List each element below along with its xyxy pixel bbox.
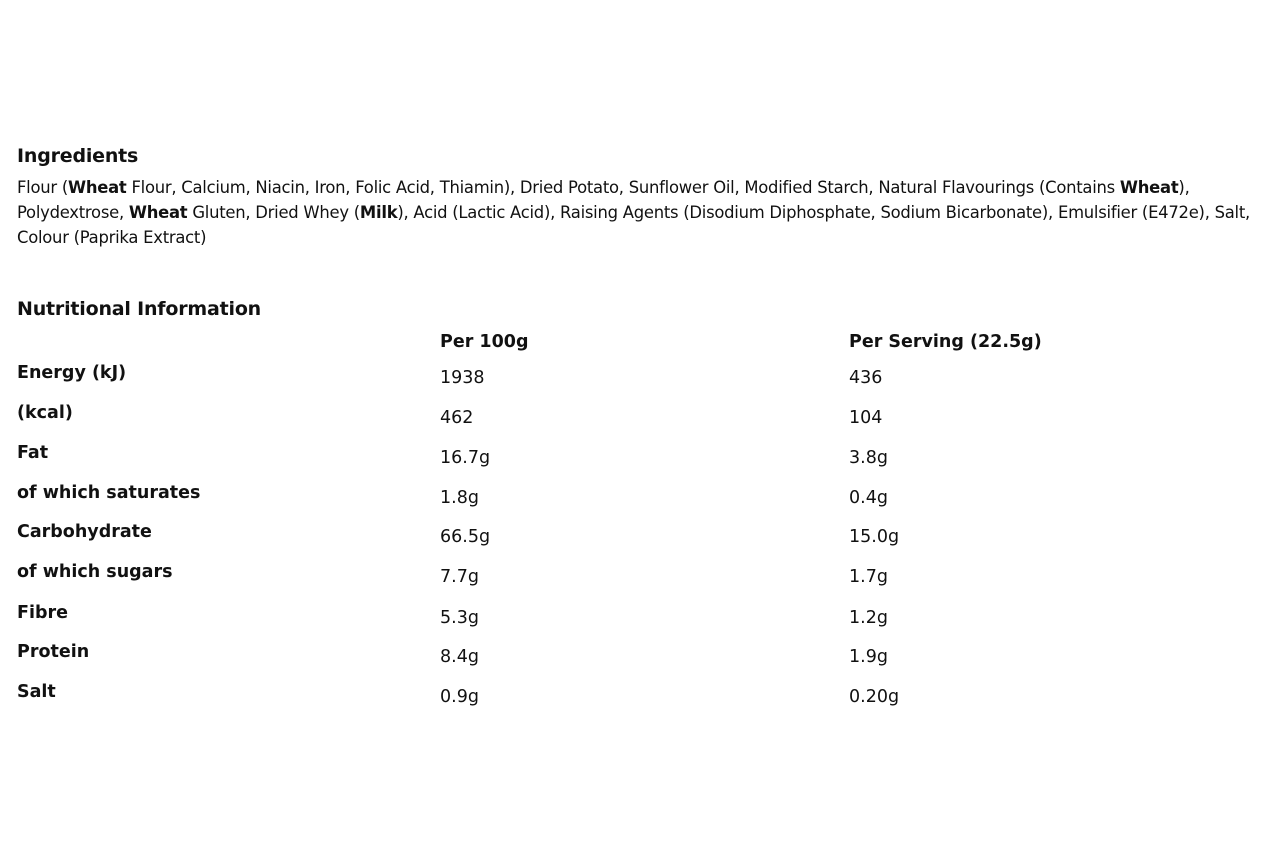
allergen-wheat: Wheat bbox=[68, 178, 127, 197]
per-serving-value: 15.0g bbox=[849, 527, 900, 547]
per-100g-value: 0.9g bbox=[440, 687, 479, 707]
allergen-wheat: Wheat bbox=[128, 203, 188, 222]
nutrient-label: Fat bbox=[17, 443, 49, 463]
nutrient-label: Carbohydrate bbox=[17, 522, 152, 542]
per-100g-value: 7.7g bbox=[440, 567, 479, 587]
nutrient-label: Protein bbox=[17, 642, 90, 662]
nutrient-label: Salt bbox=[17, 682, 56, 702]
nutrient-label: Fibre bbox=[17, 603, 68, 623]
ingredients-segment: Flour, Calcium, Niacin, Iron, Folic Acid, Thiamin), Dried Potato, Sunflower Oil, Modified Starch, Natural Flavourings (Contains bbox=[126, 178, 1120, 197]
ingredients-heading: Ingredients bbox=[17, 145, 139, 167]
ingredients-text bbox=[17, 175, 1272, 250]
nutrition-row-carbohydrate bbox=[17, 522, 1272, 552]
per-100g-value: 16.7g bbox=[440, 448, 491, 468]
nutrient-label: of which sugars bbox=[17, 562, 173, 582]
nutrition-row-energy-kcal bbox=[17, 403, 1272, 433]
allergen-wheat: Wheat bbox=[1119, 178, 1179, 197]
ingredients-segment: ), Polydextrose, bbox=[17, 178, 1190, 222]
nutrient-label: of which saturates bbox=[17, 483, 201, 503]
per-serving-value: 436 bbox=[849, 368, 883, 388]
nutrient-label: Energy (kJ) bbox=[17, 363, 127, 383]
per-serving-value: 0.4g bbox=[849, 488, 888, 508]
nutrition-heading: Nutritional Information bbox=[17, 298, 261, 320]
per-serving-value: 3.8g bbox=[849, 448, 888, 468]
nutrition-row-salt bbox=[17, 682, 1272, 712]
per-serving-column-header: Per Serving (22.5g) bbox=[849, 332, 1042, 352]
ingredients-segment: Flour ( bbox=[17, 178, 68, 197]
per-100g-value: 462 bbox=[440, 408, 474, 428]
per-serving-value: 1.2g bbox=[849, 608, 888, 628]
per-100g-value: 5.3g bbox=[440, 608, 479, 628]
nutrition-row-sugars bbox=[17, 562, 1272, 592]
per-serving-value: 0.20g bbox=[849, 687, 900, 707]
allergen-milk: Milk bbox=[359, 203, 398, 222]
nutrition-row-saturates bbox=[17, 483, 1272, 513]
nutrition-row-protein bbox=[17, 642, 1272, 672]
per-100g-value: 1.8g bbox=[440, 488, 479, 508]
nutrition-row-fat bbox=[17, 443, 1272, 473]
nutrition-row-fibre bbox=[17, 603, 1272, 633]
ingredients-segment: ), Acid (Lactic Acid), Raising Agents (Disodium Diphosphate, Sodium Bicarbonate), Emulsifier (E472e), Salt, Colour (Paprika Extract) bbox=[17, 203, 1250, 247]
ingredients-segment: Gluten, Dried Whey ( bbox=[187, 203, 360, 222]
per-100g-value: 1938 bbox=[440, 368, 485, 388]
nutrient-label: (kcal) bbox=[17, 403, 73, 423]
per-serving-value: 104 bbox=[849, 408, 883, 428]
per-serving-value: 1.9g bbox=[849, 647, 888, 667]
per-100g-value: 8.4g bbox=[440, 647, 479, 667]
per-serving-value: 1.7g bbox=[849, 567, 888, 587]
per-100g-column-header: Per 100g bbox=[440, 332, 529, 352]
product-info-page bbox=[17, 0, 1272, 853]
nutrition-row-energy-kj bbox=[17, 363, 1272, 393]
per-100g-value: 66.5g bbox=[440, 527, 491, 547]
